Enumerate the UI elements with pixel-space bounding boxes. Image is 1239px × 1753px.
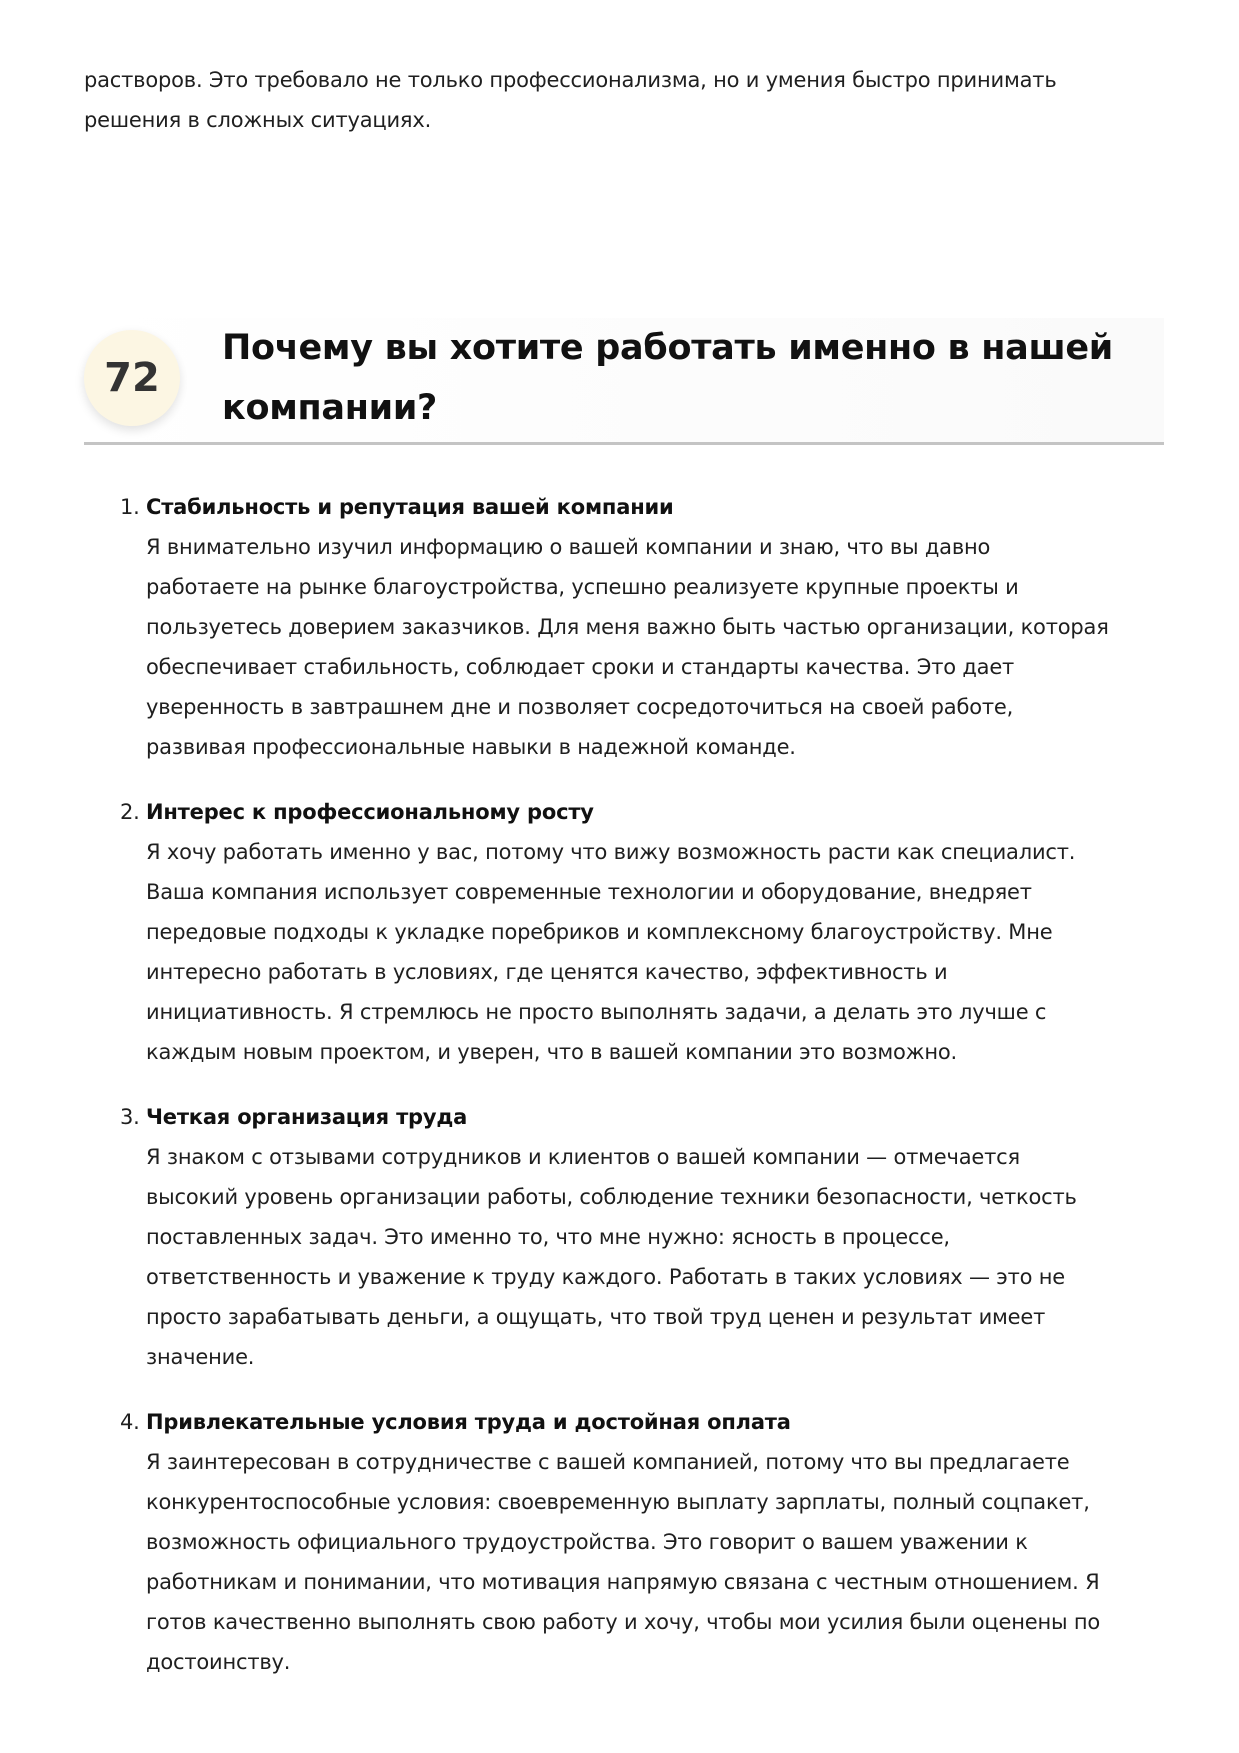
list-item-text-line: каждым новым проектом, и уверен, что в вашей компании это возможно. [146,1040,958,1064]
list-item-text-line: достоинству. [146,1650,291,1674]
list-item-text-line: Я знаком с отзывами сотрудников и клиентов о вашей компании — отмечается [146,1145,1020,1169]
list-item [84,487,1184,767]
question-title [222,318,1113,438]
list-item-title: Стабильность и репутация вашей компании [146,495,674,519]
list-item-text-line: значение. [146,1345,255,1369]
list-item-title: Интерес к профессиональному росту [146,800,594,824]
list-item-number: 3. [120,1105,140,1129]
list-item-text-line: возможность официального трудоустройства. Это говорит о вашем уважении к [146,1530,1028,1554]
list-item-text-line: работникам и понимании, что мотивация напрямую связана с честным отношением. Я [146,1570,1100,1594]
list-item-text-line: просто зарабатывать деньги, а ощущать, что твой труд ценен и результат имеет [146,1305,1046,1329]
list-item-number: 2. [120,800,140,824]
intro-line: решения в сложных ситуациях. [84,108,432,132]
list-item-text-line: работаете на рынке благоустройства, успешно реализуете крупные проекты и [146,575,1019,599]
question-title-line: Почему вы хотите работать именно в нашей [222,328,1114,368]
list-item [84,1402,1184,1682]
list-item-text-line: Я заинтересован в сотрудничестве с вашей компанией, потому что вы предлагаете [146,1450,1070,1474]
list-item-text-line: высокий уровень организации работы, соблюдение техники безопасности, четкость [146,1185,1077,1209]
question-title-line: компании? [222,388,438,428]
intro-paragraph [84,60,1057,140]
list-item-number: 4. [120,1410,140,1434]
list-item-text-line: уверенность в завтрашнем дне и позволяет сосредоточиться на своей работе, [146,695,1014,719]
list-item-text-line: готов качественно выполнять свою работу и хочу, чтобы мои усилия были оценены по [146,1610,1101,1634]
answer-list [84,487,1184,1707]
intro-line: растворов. Это требовало не только профессионализма, но и умения быстро принимать [84,68,1057,92]
question-header [84,318,1164,445]
list-item-text-line: передовые подходы к укладке поребриков и комплексному благоустройству. Мне [146,920,1053,944]
list-item-text-line: ответственность и уважение к труду каждого. Работать в таких условиях — это не [146,1265,1065,1289]
list-item-text-line: обеспечивает стабильность, соблюдает сроки и стандарты качества. Это дает [146,655,1015,679]
list-item [84,1097,1184,1377]
list-item-title: Привлекательные условия труда и достойная оплата [146,1410,791,1434]
list-item [84,792,1184,1072]
question-number-badge: 72 [84,330,180,426]
list-item-text-line: Я хочу работать именно у вас, потому что вижу возможность расти как специалист. [146,840,1076,864]
list-item-text-line: конкурентоспособные условия: своевременную выплату зарплаты, полный соцпакет, [146,1490,1090,1514]
list-item-text-line: интересно работать в условиях, где ценятся качество, эффективность и [146,960,948,984]
list-item-text-line: поставленных задач. Это именно то, что мне нужно: ясность в процессе, [146,1225,950,1249]
list-item-text-line: Я внимательно изучил информацию о вашей компании и знаю, что вы давно [146,535,991,559]
list-item-number: 1. [120,495,140,519]
list-item-text-line: развивая профессиональные навыки в надежной команде. [146,735,796,759]
list-item-text-line: пользуетесь доверием заказчиков. Для меня важно быть частью организации, которая [146,615,1109,639]
list-item-title: Четкая организация труда [146,1105,468,1129]
list-item-text-line: Ваша компания использует современные технологии и оборудование, внедряет [146,880,1032,904]
list-item-text-line: инициативность. Я стремлюсь не просто выполнять задачи, а делать это лучше с [146,1000,1047,1024]
